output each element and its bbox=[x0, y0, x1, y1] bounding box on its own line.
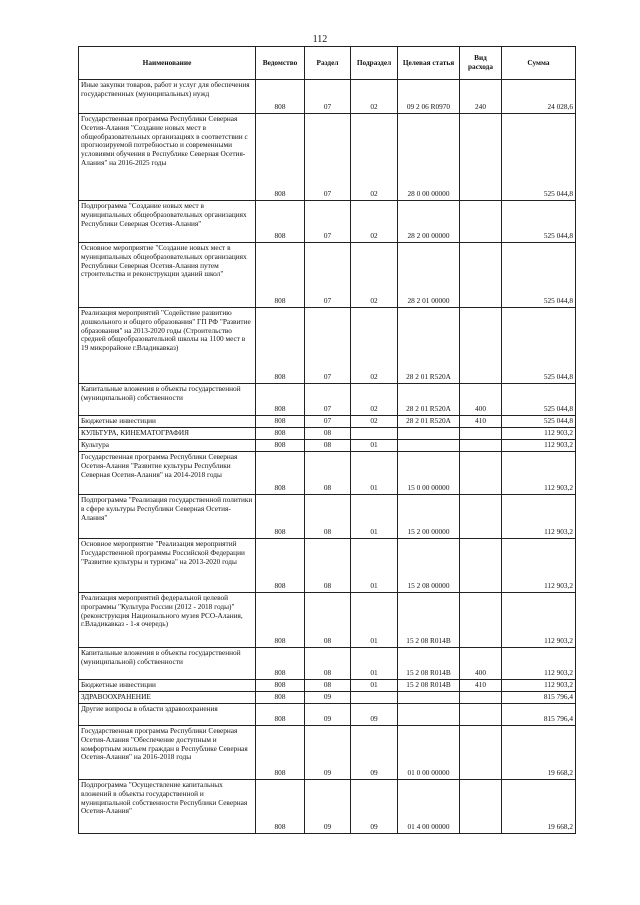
row-dept: 808 bbox=[256, 780, 305, 834]
table-row bbox=[79, 692, 576, 704]
row-sum: 815 796,4 bbox=[502, 692, 576, 704]
table-row bbox=[79, 680, 576, 692]
row-name: Бюджетные инвестиции bbox=[79, 680, 256, 692]
row-sum: 24 028,6 bbox=[502, 80, 576, 114]
header-row bbox=[79, 47, 576, 80]
row-subsection: 01 bbox=[351, 452, 398, 495]
row-name: Капитальные вложения в объекты государственной (муниципальной) собственности bbox=[79, 648, 256, 680]
row-expense bbox=[460, 114, 502, 201]
table-row bbox=[79, 593, 576, 648]
table-row bbox=[79, 416, 576, 428]
row-dept: 808 bbox=[256, 593, 305, 648]
row-article: 15 2 08 R014B bbox=[398, 593, 460, 648]
col-header-dept: Ведомство bbox=[256, 47, 305, 80]
row-name: Государственная программа Республики Северная Осетия-Алания "Обеспечение доступным и комфортным жильем граждан в Республике Северная Осетия-Алания" на 2016-2018 годы bbox=[79, 726, 256, 780]
row-sum: 525 044,8 bbox=[502, 416, 576, 428]
row-section: 09 bbox=[305, 704, 351, 726]
row-name: Реализация мероприятий федеральной целевой программы "Культура России (2012 - 2018 годы)" (реконструкция Национального музея РСО-Алания, г.Владикавказ - 1-я очередь) bbox=[79, 593, 256, 648]
table-row bbox=[79, 114, 576, 201]
table-row bbox=[79, 308, 576, 384]
row-section: 07 bbox=[305, 308, 351, 384]
row-expense: 410 bbox=[460, 416, 502, 428]
row-expense bbox=[460, 452, 502, 495]
row-sum: 525 044,8 bbox=[502, 243, 576, 308]
row-dept: 808 bbox=[256, 201, 305, 243]
row-article: 01 0 00 00000 bbox=[398, 726, 460, 780]
row-subsection: 02 bbox=[351, 114, 398, 201]
row-subsection: 02 bbox=[351, 308, 398, 384]
row-sum: 112 903,2 bbox=[502, 648, 576, 680]
row-article bbox=[398, 692, 460, 704]
row-name: ЗДРАВООХРАНЕНИЕ bbox=[79, 692, 256, 704]
row-expense: 410 bbox=[460, 680, 502, 692]
row-article: 15 2 08 00000 bbox=[398, 539, 460, 593]
row-article: 01 4 00 00000 bbox=[398, 780, 460, 834]
row-sum: 815 796,4 bbox=[502, 704, 576, 726]
row-name: Подпрограмма "Реализация государственной политики в сфере культуры Республики Северная Осетия-Алания" bbox=[79, 495, 256, 539]
table-row bbox=[79, 726, 576, 780]
row-expense: 400 bbox=[460, 384, 502, 416]
row-article: 15 0 00 00000 bbox=[398, 452, 460, 495]
table-row bbox=[79, 780, 576, 834]
table-row bbox=[79, 648, 576, 680]
row-name: Капитальные вложения в объекты государственной (муниципальной) собственности bbox=[79, 384, 256, 416]
row-name: Основное мероприятие "Реализация мероприятий Государственной программы Российской Федерации "Развитие культуры и туризма" на 2013-2020 годы bbox=[79, 539, 256, 593]
row-section: 07 bbox=[305, 201, 351, 243]
row-name: Подпрограмма "Осуществление капитальных вложений в объекты государственной и муниципальной собственности Республики Северная Осетия-Алания" bbox=[79, 780, 256, 834]
row-sum: 112 903,2 bbox=[502, 440, 576, 452]
table-row bbox=[79, 384, 576, 416]
col-header-section: Раздел bbox=[305, 47, 351, 80]
row-article bbox=[398, 440, 460, 452]
row-article: 28 2 01 R520A bbox=[398, 416, 460, 428]
row-expense bbox=[460, 692, 502, 704]
row-subsection: 09 bbox=[351, 726, 398, 780]
row-article: 15 2 00 00000 bbox=[398, 495, 460, 539]
row-subsection: 01 bbox=[351, 495, 398, 539]
row-sum: 112 903,2 bbox=[502, 428, 576, 440]
row-name: КУЛЬТУРА, КИНЕМАТОГРАФИЯ bbox=[79, 428, 256, 440]
row-section: 07 bbox=[305, 384, 351, 416]
row-name: Реализация мероприятий "Содействие развитию дошкольного и общего образования" ГП РФ "Развитие образования" на 2013-2020 годы (Строительство средней общеобразовательной школы на 1100 мест в 19 микрорайоне г.Владикавказ) bbox=[79, 308, 256, 384]
row-sum: 19 668,2 bbox=[502, 726, 576, 780]
row-sum: 525 044,8 bbox=[502, 308, 576, 384]
row-sum: 525 044,8 bbox=[502, 201, 576, 243]
row-expense bbox=[460, 726, 502, 780]
row-subsection: 01 bbox=[351, 648, 398, 680]
row-name: Другие вопросы в области здравоохранения bbox=[79, 704, 256, 726]
row-sum: 112 903,2 bbox=[502, 680, 576, 692]
col-header-name: Наименование bbox=[79, 47, 256, 80]
row-article: 28 0 00 00000 bbox=[398, 114, 460, 201]
row-name: Государственная программа Республики Северная Осетия-Алания "Создание новых мест в общеобразовательных организациях в соответствии с прогнозируемой потребностью и современными условиями обучения в Республике Северная Осетия-Алания" на 2016-2025 годы bbox=[79, 114, 256, 201]
row-dept: 808 bbox=[256, 495, 305, 539]
row-dept: 808 bbox=[256, 80, 305, 114]
row-subsection: 09 bbox=[351, 704, 398, 726]
row-sum: 19 668,2 bbox=[502, 780, 576, 834]
row-subsection bbox=[351, 428, 398, 440]
table-row bbox=[79, 452, 576, 495]
row-article: 15 2 08 R014B bbox=[398, 648, 460, 680]
row-article: 15 2 08 R014B bbox=[398, 680, 460, 692]
row-section: 07 bbox=[305, 114, 351, 201]
row-subsection: 02 bbox=[351, 201, 398, 243]
row-section: 07 bbox=[305, 243, 351, 308]
row-name: Культура bbox=[79, 440, 256, 452]
row-dept: 808 bbox=[256, 440, 305, 452]
row-section: 08 bbox=[305, 680, 351, 692]
row-expense: 400 bbox=[460, 648, 502, 680]
row-dept: 808 bbox=[256, 428, 305, 440]
row-section: 09 bbox=[305, 726, 351, 780]
table-row bbox=[79, 539, 576, 593]
table-row bbox=[79, 201, 576, 243]
row-subsection: 01 bbox=[351, 680, 398, 692]
row-expense bbox=[460, 780, 502, 834]
row-sum: 525 044,8 bbox=[502, 114, 576, 201]
row-section: 08 bbox=[305, 648, 351, 680]
row-subsection: 09 bbox=[351, 780, 398, 834]
row-sum: 112 903,2 bbox=[502, 452, 576, 495]
row-expense bbox=[460, 495, 502, 539]
row-name: Подпрограмма "Создание новых мест в муниципальных общеобразовательных организациях Республики Северная Осетия-Алания" bbox=[79, 201, 256, 243]
row-name: Иные закупки товаров, работ и услуг для обеспечения государственных (муниципальных) нужд bbox=[79, 80, 256, 114]
row-expense bbox=[460, 440, 502, 452]
row-article: 09 2 06 R0970 bbox=[398, 80, 460, 114]
row-dept: 808 bbox=[256, 680, 305, 692]
row-section: 08 bbox=[305, 428, 351, 440]
row-section: 08 bbox=[305, 452, 351, 495]
row-dept: 808 bbox=[256, 384, 305, 416]
row-article: 28 2 00 00000 bbox=[398, 201, 460, 243]
col-header-sum: Сумма bbox=[502, 47, 576, 80]
row-article bbox=[398, 704, 460, 726]
row-section: 07 bbox=[305, 80, 351, 114]
col-header-expense: Вид расхода bbox=[460, 47, 502, 80]
row-section: 08 bbox=[305, 593, 351, 648]
row-dept: 808 bbox=[256, 692, 305, 704]
row-article: 28 2 01 R520A bbox=[398, 308, 460, 384]
row-subsection: 02 bbox=[351, 243, 398, 308]
row-sum: 112 903,2 bbox=[502, 539, 576, 593]
row-section: 08 bbox=[305, 539, 351, 593]
row-subsection: 02 bbox=[351, 416, 398, 428]
row-subsection: 01 bbox=[351, 440, 398, 452]
table-row bbox=[79, 704, 576, 726]
row-name: Государственная программа Республики Северная Осетия-Алания "Развитие культуры Республики Северная Осетия-Алания" на 2014-2018 годы bbox=[79, 452, 256, 495]
row-subsection bbox=[351, 692, 398, 704]
row-expense: 240 bbox=[460, 80, 502, 114]
row-dept: 808 bbox=[256, 114, 305, 201]
row-article bbox=[398, 428, 460, 440]
row-article: 28 2 01 R520A bbox=[398, 384, 460, 416]
table-row bbox=[79, 428, 576, 440]
row-section: 09 bbox=[305, 692, 351, 704]
row-expense bbox=[460, 428, 502, 440]
row-dept: 808 bbox=[256, 243, 305, 308]
row-article: 28 2 01 00000 bbox=[398, 243, 460, 308]
row-dept: 808 bbox=[256, 648, 305, 680]
row-subsection: 02 bbox=[351, 384, 398, 416]
row-dept: 808 bbox=[256, 308, 305, 384]
table-row bbox=[79, 440, 576, 452]
row-section: 08 bbox=[305, 495, 351, 539]
row-section: 08 bbox=[305, 440, 351, 452]
page-number: 112 bbox=[312, 34, 328, 45]
col-header-article: Целевая статья bbox=[398, 47, 460, 80]
row-subsection: 01 bbox=[351, 593, 398, 648]
row-name: Основное мероприятие "Создание новых мест в муниципальных общеобразовательных организациях Республики Северная Осетия-Алания путем строительства и реконструкции зданий школ" bbox=[79, 243, 256, 308]
table-row bbox=[79, 243, 576, 308]
row-subsection: 01 bbox=[351, 539, 398, 593]
table-row bbox=[79, 495, 576, 539]
budget-table bbox=[78, 46, 576, 834]
row-name: Бюджетные инвестиции bbox=[79, 416, 256, 428]
row-subsection: 02 bbox=[351, 80, 398, 114]
table-row bbox=[79, 80, 576, 114]
row-expense bbox=[460, 201, 502, 243]
row-section: 09 bbox=[305, 780, 351, 834]
row-sum: 112 903,2 bbox=[502, 495, 576, 539]
col-header-subsection: Подраздел bbox=[351, 47, 398, 80]
row-dept: 808 bbox=[256, 416, 305, 428]
row-dept: 808 bbox=[256, 726, 305, 780]
row-expense bbox=[460, 308, 502, 384]
row-expense bbox=[460, 593, 502, 648]
row-sum: 112 903,2 bbox=[502, 593, 576, 648]
row-section: 07 bbox=[305, 416, 351, 428]
row-dept: 808 bbox=[256, 452, 305, 495]
row-expense bbox=[460, 704, 502, 726]
row-sum: 525 044,8 bbox=[502, 384, 576, 416]
row-expense bbox=[460, 539, 502, 593]
row-dept: 808 bbox=[256, 704, 305, 726]
row-expense bbox=[460, 243, 502, 308]
row-dept: 808 bbox=[256, 539, 305, 593]
